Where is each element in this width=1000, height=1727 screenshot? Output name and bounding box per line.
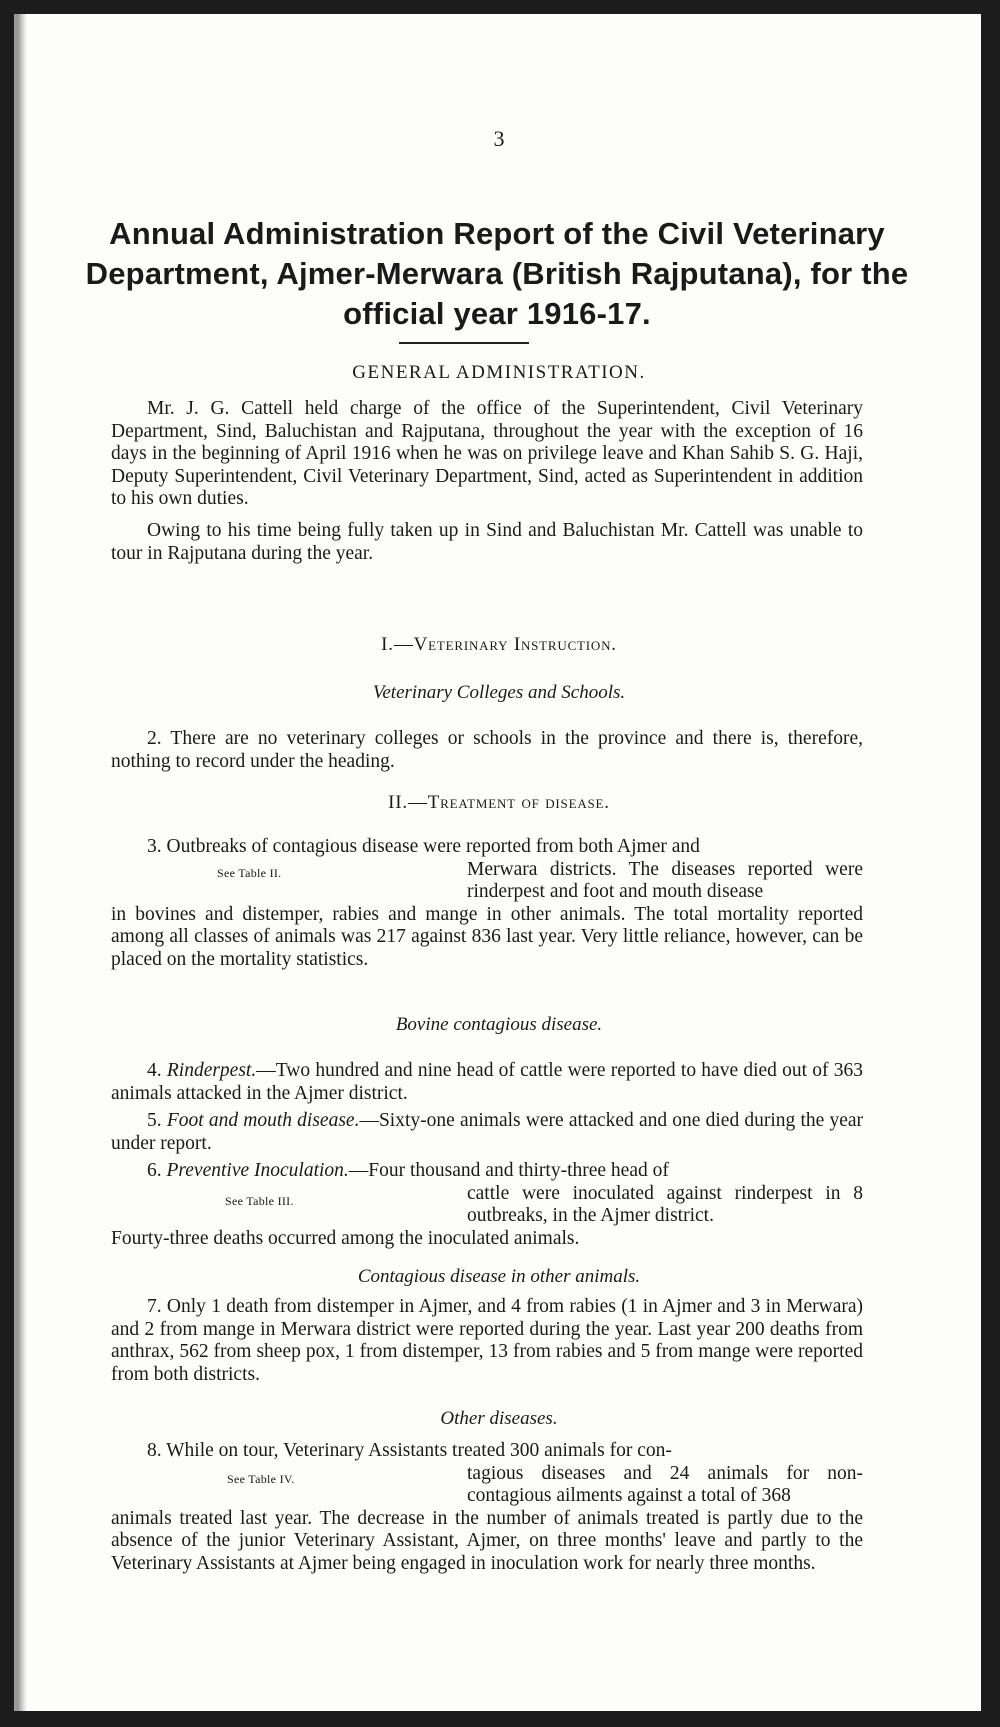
document-page xyxy=(14,14,981,1711)
section-1-heading: I.—Veterinary Instruction. xyxy=(381,634,617,655)
paragraph-6-lead xyxy=(111,1160,863,1183)
side-note-table-3: See Table III. xyxy=(225,1194,294,1208)
paragraph-4-text xyxy=(111,1060,863,1105)
paragraph-4 xyxy=(111,1060,863,1105)
scan-edge-shadow xyxy=(17,14,27,1711)
paragraph-3 xyxy=(111,836,863,972)
paragraph-5-label: 5. xyxy=(147,1110,167,1131)
title-divider xyxy=(399,342,529,344)
general-administration-text xyxy=(111,398,863,565)
paragraph-5 xyxy=(111,1110,863,1155)
side-note-table-4: See Table IV. xyxy=(227,1472,295,1486)
paragraph-4-term: Rinderpest. xyxy=(166,1060,257,1081)
paragraph-6-body: —Four thousand and thirty-three head of xyxy=(348,1160,669,1181)
paragraph-4-label: 4. xyxy=(147,1060,167,1081)
page-number: 3 xyxy=(493,126,505,151)
general-paragraph-2: Owing to his time being fully taken up in Sind and Baluchistan Mr. Cattell was unable to tour in Rajputana during the year. xyxy=(111,519,863,564)
general-paragraph-1: Mr. J. G. Cattell held charge of the office of the Superintendent, Civil Veterinary Department, Sind, Baluchistan and Rajputana, throughout the year with the exception of 16 days in the beginning of April 1916 when he was on privilege leave and Khan Sahib S. G. Haji, Deputy Superintendent, Civil Veterinary Department, Sind, acted as Superintendent in addition to his own duties. xyxy=(111,398,863,510)
paragraph-5-term: Foot and mouth disease. xyxy=(166,1110,360,1131)
paragraph-5-body: —Sixty-one animals were attacked and one died during the year under report. xyxy=(111,1110,864,1154)
paragraph-6-right: cattle were inoculated against rinderpest in 8 outbreaks, in the Ajmer district. xyxy=(467,1182,863,1227)
side-note-table-2: See Table II. xyxy=(217,866,282,880)
paragraph-3-right: Merwara districts. The diseases reported were rinderpest and foot and mouth disease xyxy=(467,858,863,903)
general-administration-heading: GENERAL ADMINISTRATION. xyxy=(352,362,646,383)
paragraph-8 xyxy=(111,1440,863,1576)
paragraph-3-lead: 3. Outbreaks of contagious disease were reported from both Ajmer and xyxy=(147,836,700,857)
paragraph-8-lead: 8. While on tour, Veterinary Assistants treated 300 animals for con- xyxy=(147,1440,672,1461)
paragraph-6-label: 6. xyxy=(147,1160,167,1181)
paragraph-6 xyxy=(111,1160,863,1250)
paragraph-7 xyxy=(111,1296,863,1386)
report-title: Annual Administration Report of the Civil Veterinary Department, Ajmer-Merwara (British Rajputana), for the official year 1916-17. xyxy=(85,216,909,331)
other-animals-heading: Contagious disease in other animals. xyxy=(357,1266,641,1287)
paragraph-8-right: tagious diseases and 24 animals for non-contagious ailments against a total of 368 xyxy=(467,1462,863,1507)
paragraph-6-term: Preventive Inoculation. xyxy=(166,1160,349,1181)
other-diseases-heading: Other diseases. xyxy=(440,1408,558,1429)
paragraph-2 xyxy=(111,728,863,773)
paragraph-3-tail: in bovines and distemper, rabies and mange in other animals. The total mortality reported among all classes of animals was 217 against 836 last year. Very little reliance, however, can be placed on the mortality statistics. xyxy=(111,903,863,970)
paragraph-7-text: 7. Only 1 death from distemper in Ajmer, and 4 from rabies (1 in Ajmer and 3 in Merwara) and 2 from mange in Merwara district were reported during the year. Last year 200 deaths from anthrax, 562 from sheep pox, 1 from distemper, 13 from rabies and 5 from mange were reported from both districts. xyxy=(111,1296,863,1385)
paragraph-6-tail: Fourty-three deaths occurred among the inoculated animals. xyxy=(111,1227,580,1249)
section-1-subheading: Veterinary Colleges and Schools. xyxy=(372,682,626,703)
bovine-heading: Bovine contagious disease. xyxy=(395,1014,603,1035)
paragraph-5-text xyxy=(111,1110,863,1155)
paragraph-8-tail: animals treated last year. The decrease in the number of animals treated is partly due to the absence of the junior Veterinary Assistant, Ajmer, on three months' leave and partly to the Veterinary Assistants at Ajmer being engaged in inoculation work for nearly three months. xyxy=(111,1507,863,1574)
paragraph-4-body: —Two hundred and nine head of cattle were reported to have died out of 363 animals attacked in the Ajmer district. xyxy=(111,1060,864,1104)
section-2-heading: II.—Treatment of disease. xyxy=(388,792,610,813)
paragraph-2-text: 2. There are no veterinary colleges or schools in the province and there is, therefore, nothing to record under the heading. xyxy=(111,728,863,772)
